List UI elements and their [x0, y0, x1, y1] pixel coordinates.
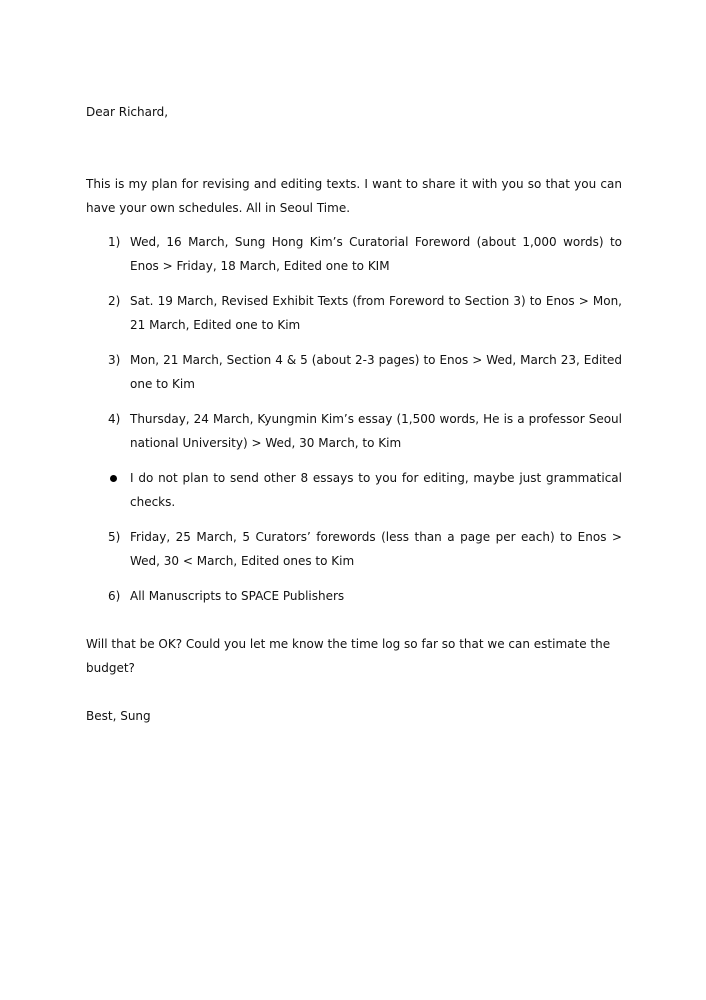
item-number: 3) [108, 353, 121, 367]
item-text: Mon, 21 March, Section 4 & 5 (about 2-3 pages) to Enos > Wed, March 23, Edited one to Kim [130, 353, 622, 391]
item-text: Sat. 19 March, Revised Exhibit Texts (from Foreword to Section 3) to Enos > Mon, 21 March, Edited one to Kim [130, 294, 622, 332]
schedule-list [108, 230, 622, 619]
item-number: 1) [108, 235, 121, 249]
item-text: All Manuscripts to SPACE Publishers [130, 589, 345, 603]
list-item-1 [108, 230, 622, 278]
item-text: Thursday, 24 March, Kyungmin Kim’s essay (1,500 words, He is a professor Seoul national University) > Wed, 30 March, to Kim [130, 412, 622, 450]
list-item-2 [108, 289, 622, 337]
item-text: Friday, 25 March, 5 Curators’ forewords (less than a page per each) to Enos > Wed, 30 < March, Edited ones to Kim [130, 530, 622, 568]
intro-paragraph: This is my plan for revising and editing texts. I want to share it with you so that you can have your own schedules. All in Seoul Time. [86, 177, 622, 215]
list-item-bullet [108, 466, 622, 514]
signoff: Best, Sung [86, 709, 151, 723]
list-item-6 [108, 584, 622, 608]
bullet-icon [108, 466, 130, 490]
list-item-5 [108, 525, 622, 573]
list-item-3 [108, 348, 622, 396]
item-number: 6) [108, 589, 121, 603]
item-text: Wed, 16 March, Sung Hong Kim’s Curatorial Foreword (about 1,000 words) to Enos > Friday, 18 March, Edited one to KIM [130, 235, 622, 273]
bullet-dot-icon [110, 475, 117, 482]
closing-question: Will that be OK? Could you let me know the time log so far so that we can estimate the budget? [86, 637, 611, 675]
item-number: 5) [108, 530, 121, 544]
list-item-4 [108, 407, 622, 455]
salutation: Dear Richard, [86, 105, 169, 119]
item-number: 4) [108, 412, 121, 426]
item-text: I do not plan to send other 8 essays to you for editing, maybe just grammatical checks. [130, 471, 622, 509]
item-number: 2) [108, 294, 121, 308]
